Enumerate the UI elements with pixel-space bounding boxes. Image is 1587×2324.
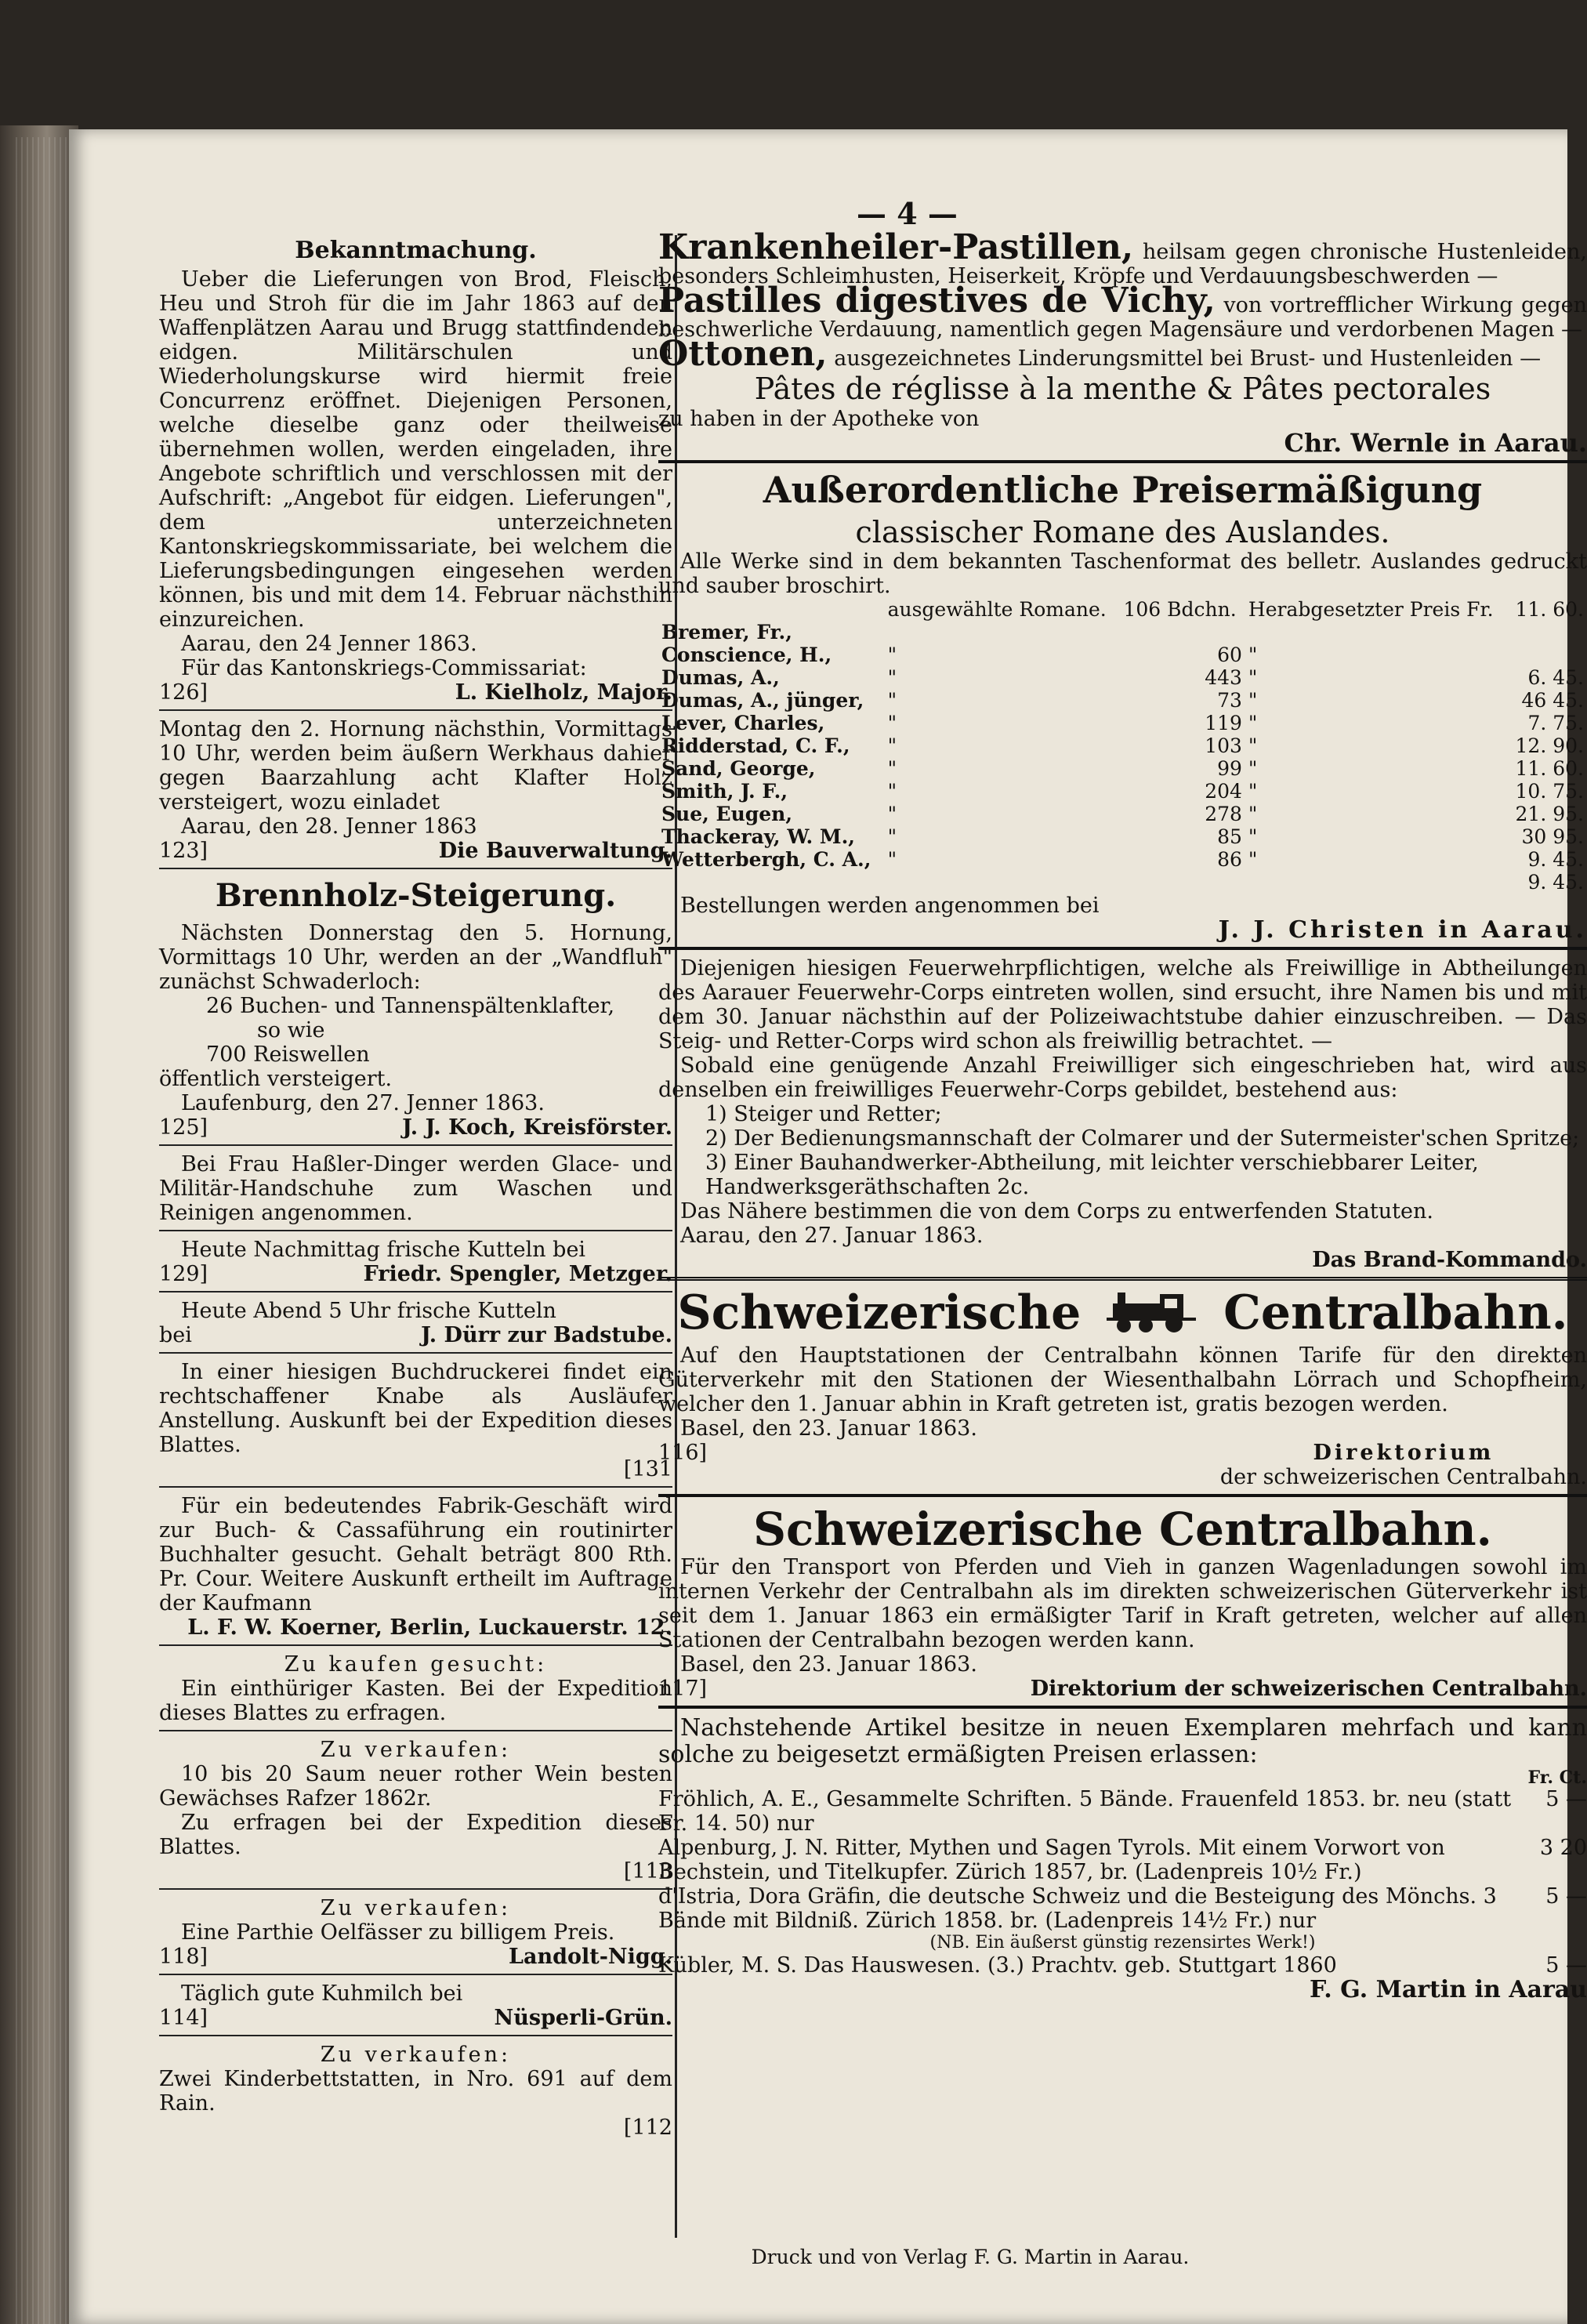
ditto-mark: " xyxy=(1248,780,1258,803)
ad-number: [112 xyxy=(623,2116,672,2140)
separator xyxy=(159,709,672,711)
ad-buchdruckerei xyxy=(159,1360,672,1481)
ad-signature: J. J. Christen in Aarau. xyxy=(1218,916,1587,944)
ad-signature: Das Brand-Kommando. xyxy=(1312,1248,1587,1272)
book-price: 5 — xyxy=(1545,1953,1587,1978)
book-price: 11. 60. xyxy=(1515,757,1584,780)
ad-signature: Landolt-Nigg. xyxy=(508,1945,672,1969)
ditto-mark: " xyxy=(1248,848,1258,871)
ad-kasten xyxy=(159,1652,672,1725)
locomotive-icon xyxy=(1105,1289,1199,1343)
book-author: Smith, J. F., xyxy=(661,780,788,803)
book-author: Sand, George, xyxy=(661,757,816,780)
table-row xyxy=(658,644,1587,666)
ad-signature: Direktorium xyxy=(1313,1441,1495,1465)
ditto-mark: " xyxy=(1248,644,1258,666)
ad-centralbahn-2 xyxy=(658,1503,1587,1701)
product-desc: von vortrefflicher Wirkung gegen beschwerliche Verdauung, namentlich gegen Magensäure und verdorbenen Magen — xyxy=(658,293,1587,342)
ad-text: Eine Parthie Oelfässer zu billigem Preis. xyxy=(181,1920,615,1945)
ad-text: Heute Abend 5 Uhr frische Kutteln xyxy=(181,1299,556,1323)
ditto-mark: " xyxy=(1248,803,1258,825)
page-number: — 4 — xyxy=(857,196,958,231)
ad-date: Basel, den 23. Januar 1863. xyxy=(680,1652,977,1677)
list-item xyxy=(658,1884,1587,1933)
ditto-mark: " xyxy=(887,666,897,689)
ditto-mark: " xyxy=(887,644,897,666)
book-author: Conscience, H., xyxy=(661,644,832,666)
ditto-mark: " xyxy=(887,689,897,712)
separator xyxy=(159,1144,672,1146)
ad-date: Laufenburg, den 27. Jenner 1863. xyxy=(181,1091,545,1115)
ad-signature: L. F. W. Koerner, Berlin, Luckauerstr. 12. xyxy=(187,1615,672,1640)
ad-number: 129] xyxy=(159,1262,208,1286)
ad-number: 117] xyxy=(658,1677,708,1701)
book-author: Dumas, A., xyxy=(661,666,780,689)
ad-number: 125] xyxy=(159,1115,208,1140)
ditto-mark: " xyxy=(1248,712,1258,734)
product-name: Pastilles digestives de Vichy, xyxy=(658,281,1216,321)
ad-number: 116] xyxy=(658,1441,708,1465)
book-author: Thackeray, W. M., xyxy=(661,825,856,848)
ad-text: Sobald eine genügende Anzahl Freiwilliger sich eingeschrieben hat, wird aus denselben ein freiwilliges Feuerwehr-Corps gebildet, bestehend aus: xyxy=(658,1053,1587,1102)
page-stack-edges xyxy=(16,137,71,2324)
separator xyxy=(159,2035,672,2036)
ad-text: Nachstehende Artikel besitze in neuen Exemplaren mehrfach und kann solche zu beigesetzt ermäßigten Preisen erlassen: xyxy=(658,1714,1587,1768)
ad-text: Für den Transport von Pferden und Vieh in ganzen Wagenladungen sowohl im internen Verkehr der Centralbahn als im direkten schweizerischen Güterverkehr ist seit dem 1. Januar 1863 ein ermäßigter Tarif in Kraft getreten, welcher auf allen Stationen der Centralbahn bezogen werden kann. xyxy=(658,1555,1587,1652)
table-row xyxy=(658,848,1587,871)
separator xyxy=(159,868,672,869)
ad-centralbahn-1 xyxy=(658,1287,1587,1489)
list-item: 3) Einer Bauhandwerker-Abtheilung, mit leichter verschiebbarer Leiter, Handwerksgeräthschaften 2c. xyxy=(705,1151,1479,1199)
book-author: Ridderstad, C. F., xyxy=(661,734,850,757)
book-price: 11. 60. xyxy=(1515,598,1584,621)
table-row xyxy=(658,871,1587,894)
ad-title: Zu verkaufen: xyxy=(320,1738,512,1762)
ad-apotheke xyxy=(658,227,1587,458)
ditto-mark: " xyxy=(887,848,897,871)
column-header: Fr. Ct. xyxy=(1527,1767,1587,1788)
ad-signature: F. G. Martin in Aarau xyxy=(1310,1976,1587,2003)
table-row xyxy=(658,666,1587,689)
book-price: 46 45. xyxy=(1521,689,1584,712)
ad-kutteln-duerr xyxy=(159,1299,672,1347)
separator xyxy=(159,1352,672,1354)
title-part: Schweizerische xyxy=(677,1285,1082,1340)
volume-count: 119 xyxy=(1205,712,1242,734)
ditto-mark: " xyxy=(887,780,897,803)
volume-count: 99 xyxy=(1217,757,1242,780)
ad-text: Ein einthüriger Kasten. Bei der Expedition dieses Blattes zu erfragen. xyxy=(159,1677,672,1725)
ad-text: Für ein bedeutendes Fabrik-Geschäft wird zur Buch- & Cassaführung ein routinirter Buchhalter gesucht. Gehalt beträgt 800 Rth. Pr. Cour. Weitere Auskunft ertheilt im Auftrage der Kaufmann xyxy=(159,1494,672,1615)
ad-date: Aarau, den 27. Januar 1863. xyxy=(680,1224,984,1248)
separator xyxy=(159,1730,672,1731)
printer-imprint: Druck und von Verlag F. G. Martin in Aarau. xyxy=(751,2246,1190,2268)
right-column xyxy=(658,227,1587,2003)
ad-title: Zu kaufen gesucht: xyxy=(284,1652,548,1677)
ad-number: [113 xyxy=(623,1859,672,1883)
ad-kutteln-spengler xyxy=(159,1238,672,1286)
ditto-mark: " xyxy=(887,712,897,734)
header-mid: ausgewählte Romane. xyxy=(887,598,1107,621)
ad-date: Aarau, den 28. Jenner 1863 xyxy=(181,814,477,839)
book-entry: d'Istria, Dora Gräfin, die deutsche Schweiz und die Besteigung des Mönchs. 3 Bände mit Bildniß. Zürich 1858. br. (Ladenpreis 14½ Fr.) nur xyxy=(658,1884,1497,1933)
ad-note: (NB. Ein äußerst günstig rezensirtes Werk!) xyxy=(929,1933,1316,1952)
ad-signature: J. J. Koch, Kreisförster. xyxy=(402,1115,672,1140)
ad-number: [131 xyxy=(623,1457,672,1481)
ad-title xyxy=(658,1287,1587,1343)
table-row xyxy=(658,780,1587,803)
product-name: Krankenheiler-Pastillen, xyxy=(658,227,1134,267)
separator xyxy=(658,1706,1587,1709)
volume-count: 85 xyxy=(1217,825,1242,848)
ad-signature: Direktorium der schweizerischen Centralbahn. xyxy=(1030,1677,1587,1701)
volume-count: 73 xyxy=(1217,689,1242,712)
book-price: 21. 95. xyxy=(1515,803,1584,825)
book-price: 7. 75. xyxy=(1527,712,1584,734)
ditto-mark: " xyxy=(887,757,897,780)
product-desc: heilsam gegen chronische Hustenleiden, besonders Schleimhusten, Heiserkeit, Kröpfe und Verdauungsbeschwerden — xyxy=(658,240,1587,288)
product-name: Ottonen, xyxy=(658,334,828,374)
book-author: Lever, Charles, xyxy=(661,712,825,734)
ad-item: so wie xyxy=(257,1018,325,1042)
ad-number: 123] xyxy=(159,839,208,863)
book-price: 5 — xyxy=(1545,1787,1587,1811)
ad-fabrik xyxy=(159,1494,672,1640)
ad-oelfaesser xyxy=(159,1896,672,1969)
ad-text: Zu erfragen bei der Expedition dieses Blattes. xyxy=(159,1811,672,1859)
separator xyxy=(159,1230,672,1231)
book-price: 6. 45. xyxy=(1527,666,1584,689)
ad-montag xyxy=(159,717,672,863)
product-name: Pâtes de réglisse à la menthe & Pâtes pectorales xyxy=(754,372,1491,406)
ad-text: zu haben in der Apotheke von xyxy=(658,407,980,431)
ad-text: Montag den 2. Hornung nächsthin, Vormittags 10 Uhr, werden beim äußern Werkhaus dahier gegen Baarzahlung acht Klafter Holz versteigert, wozu einladet xyxy=(159,717,672,814)
book-author: Dumas, A., jünger, xyxy=(661,689,864,712)
product-desc: ausgezeichnetes Linderungsmittel bei Brust- und Hustenleiden — xyxy=(834,346,1542,371)
separator xyxy=(658,1494,1587,1497)
volume-count: 60 xyxy=(1217,644,1242,666)
ditto-mark: " xyxy=(1248,734,1258,757)
table-row xyxy=(658,689,1587,712)
table-row xyxy=(658,825,1587,848)
ad-title: Außerordentliche Preisermäßigung xyxy=(763,469,1483,511)
ad-text: Ueber die Lieferungen von Brod, Fleisch, Heu und Stroh für die im Jahr 1863 auf den Waffenplätzen Aarau und Brugg stattfindenden eidgen. Militärschulen und Wiederholungskurse wird hiermit freie Concurrenz eröffnet. Diejenigen Personen, welche dieselbe ganz oder theilweise übernehmen wollen, werden eingeladen, ihre Angebote schriftlich und verschlossen mit der Aufschrift: „Angebot für eidgen. Lieferungen", dem unterzeichneten Kantonskriegskommissariate, bei welchem die Lieferungsbedingungen eingesehen werden können, bis und mit dem 14. Februar nächsthin einzureichen. xyxy=(159,267,672,632)
table-row xyxy=(658,621,1587,644)
ad-number: 118] xyxy=(159,1945,208,1969)
ad-org: Für das Kantonskriegs-Commissariat: xyxy=(181,656,587,680)
ad-signature: Nüsperli-Grün. xyxy=(494,2006,672,2030)
table-row xyxy=(658,757,1587,780)
ad-item: 700 Reiswellen xyxy=(206,1042,370,1067)
ad-signature: Die Bauverwaltung. xyxy=(438,839,672,863)
ditto-mark: " xyxy=(1248,757,1258,780)
volume-count: 278 xyxy=(1205,803,1242,825)
book-price: 5 — xyxy=(1545,1884,1587,1909)
separator xyxy=(658,1277,1587,1281)
ad-kinderbetten xyxy=(159,2043,672,2140)
book-price: 12. 90. xyxy=(1515,734,1584,757)
ad-bekanntmachung xyxy=(159,238,672,705)
ditto-mark: " xyxy=(887,734,897,757)
ad-signature: der schweizerischen Centralbahn. xyxy=(1219,1465,1587,1489)
ad-title: Zu verkaufen: xyxy=(320,2043,512,2067)
ad-text: 10 bis 20 Saum neuer rother Wein besten Gewächses Rafzer 1862r. xyxy=(159,1762,672,1811)
ad-signature: J. Dürr zur Badstube. xyxy=(421,1323,672,1347)
book-price: 10. 75. xyxy=(1515,780,1584,803)
volume-count: 443 xyxy=(1205,666,1242,689)
title-part: Centralbahn. xyxy=(1223,1285,1568,1340)
ad-signature: Chr. Wernle in Aarau. xyxy=(1284,428,1587,458)
separator xyxy=(159,1888,672,1890)
table-header xyxy=(658,598,1587,621)
book-price-last: 9. 45. xyxy=(1527,871,1584,894)
ad-text: bei xyxy=(159,1323,192,1347)
ad-title: Brennholz-Steigerung. xyxy=(215,877,617,914)
book-price-table xyxy=(658,598,1587,894)
newspaper-page xyxy=(69,129,1587,2324)
header-price-label: Herabgesetzter Preis Fr. xyxy=(1248,598,1494,621)
table-row xyxy=(658,803,1587,825)
ad-signature: L. Kielholz, Major. xyxy=(455,680,672,705)
ditto-mark: " xyxy=(1248,666,1258,689)
table-row xyxy=(658,734,1587,757)
ad-martin-buecher xyxy=(658,1715,1587,2002)
list-item xyxy=(658,1836,1587,1884)
ad-title: Schweizerische Centralbahn. xyxy=(753,1503,1492,1556)
separator xyxy=(159,1291,672,1293)
ad-number: 114] xyxy=(159,2006,208,2030)
separator xyxy=(159,1644,672,1646)
ad-text: Täglich gute Kuhmilch bei xyxy=(181,1981,463,2006)
ad-text: In einer hiesigen Buchdruckerei findet ein rechtschaffener Knabe als Ausläufer Anstellung. Auskunft bei der Expedition dieses Blattes. xyxy=(159,1360,672,1457)
ad-kuhmilch xyxy=(159,1981,672,2030)
ad-text: Zwei Kinderbettstatten, in Nro. 691 auf dem Rain. xyxy=(159,2067,672,2116)
book-entry: Kübler, M. S. Das Hauswesen. (3.) Prachtv. geb. Stuttgart 1860 xyxy=(658,1953,1337,1978)
book-entry: Fröhlich, A. E., Gesammelte Schriften. 5 Bände. Frauenfeld 1853. br. neu (statt Fr. 14. 50) nur xyxy=(658,1787,1512,1836)
ad-text: Das Nähere bestimmen die von dem Corps zu entwerfenden Statuten. xyxy=(680,1199,1433,1224)
ad-number: 126] xyxy=(159,680,208,705)
ad-hassler: Bei Frau Haßler-Dinger werden Glace- und Militär-Handschuhe zum Waschen und Reinigen angenommen. xyxy=(159,1152,672,1225)
book-price: 9. 45. xyxy=(1527,848,1584,871)
ad-text: Nächsten Donnerstag den 5. Hornung, Vormittags 10 Uhr, werden an der „Wandfluh" zunächst Schwaderloch: xyxy=(159,921,672,994)
list-item xyxy=(658,1953,1587,1978)
separator xyxy=(159,1974,672,1975)
ditto-mark: " xyxy=(1248,689,1258,712)
ad-text: Heute Nachmittag frische Kutteln bei xyxy=(181,1238,586,1262)
separator xyxy=(658,460,1587,463)
ad-text: Diejenigen hiesigen Feuerwehrpflichtigen, welche als Freiwillige in Abtheilungen des Aarauer Feuerwehr-Corps eintreten wollen, sind ersucht, ihre Namen bis und mit dem 30. Januar nächsthin auf der Polizeiwachtstube dahier einzuschreiben. — Das Steig- und Retter-Corps wird schon als freiwillig betrachtet. — xyxy=(658,956,1587,1053)
ad-date: Aarau, den 24 Jenner 1863. xyxy=(181,632,477,656)
ad-text: Alle Werke sind in dem bekannten Taschenformat des belletr. Auslandes gedruckt und sauber broschirt. xyxy=(658,549,1587,598)
ad-item: 26 Buchen- und Tannenspältenklafter, xyxy=(206,994,615,1018)
ditto-mark: " xyxy=(887,803,897,825)
volume-unit: Bdchn. xyxy=(1167,598,1237,621)
list-item xyxy=(658,1787,1587,1836)
book-price: 30 95. xyxy=(1521,825,1584,848)
book-author: Bremer, Fr., xyxy=(661,621,792,644)
ad-subtitle: classischer Romane des Auslandes. xyxy=(855,515,1390,549)
ditto-mark: " xyxy=(887,825,897,848)
left-column xyxy=(159,235,672,2140)
book-entry: Alpenburg, J. N. Ritter, Mythen und Sagen Tyrols. Mit einem Vorwort von Bechstein, und Titelkupfer. Zürich 1857, br. (Ladenpreis 10½ Fr.) xyxy=(658,1836,1445,1884)
ad-text: Bestellungen werden angenommen bei xyxy=(680,894,1100,918)
ad-text: öffentlich versteigert. xyxy=(159,1067,393,1091)
ad-feuerwehr xyxy=(658,956,1587,1272)
volume-count: 103 xyxy=(1205,734,1242,757)
volume-count: 86 xyxy=(1217,848,1242,871)
ad-romane xyxy=(658,470,1587,942)
book-author: Wetterbergh, C. A., xyxy=(661,848,871,871)
ad-signature: Friedr. Spengler, Metzger. xyxy=(363,1262,672,1286)
book-price: 3 20 xyxy=(1539,1836,1587,1860)
ad-brennholz xyxy=(159,876,672,1140)
header-units xyxy=(1120,598,1245,621)
volume-count: 106 xyxy=(1123,598,1161,621)
ad-wein xyxy=(159,1738,672,1883)
ad-date: Basel, den 23. Januar 1863. xyxy=(680,1416,977,1441)
volume-count: 204 xyxy=(1205,780,1242,803)
list-item: 2) Der Bedienungsmannschaft der Colmarer und der Sutermeister'schen Spritze; xyxy=(705,1126,1580,1151)
ad-title: Zu verkaufen: xyxy=(320,1896,512,1920)
book-author: Sue, Eugen, xyxy=(661,803,793,825)
separator xyxy=(658,947,1587,950)
table-row xyxy=(658,712,1587,734)
separator xyxy=(159,1486,672,1488)
list-item: 1) Steiger und Retter; xyxy=(705,1102,942,1126)
ditto-mark: " xyxy=(1248,825,1258,848)
book-price xyxy=(1509,644,1587,666)
ad-title: Bekanntmachung. xyxy=(295,237,537,264)
ad-text: Auf den Hauptstationen der Centralbahn können Tarife für den direkten Güterverkehr mit den Stationen der Wiesenthalbahn Lörrach und Schopfheim, welcher den 1. Januar abhin in Kraft getreten ist, gratis bezogen werden. xyxy=(658,1343,1587,1416)
